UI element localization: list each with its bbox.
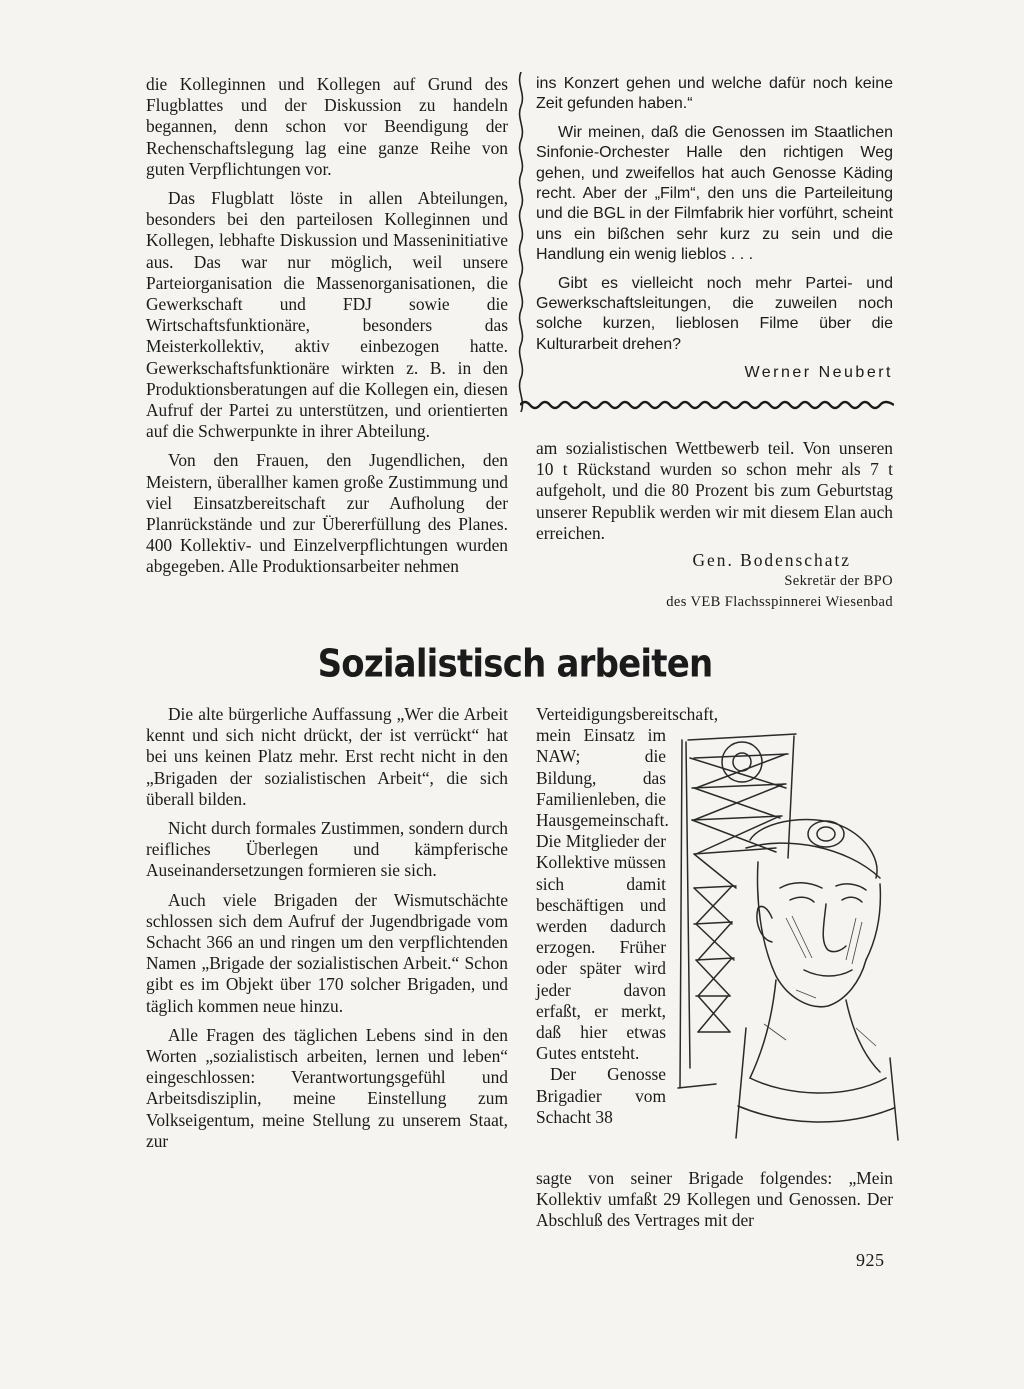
paragraph: Das Flugblatt löste in allen Abteilungen, besonders bei den parteilosen Kolleginnen und Kollegen, lebhafte Diskussion und Masseninitiative aus. Das war nur möglich, weil unsere Parteiorganisation die Massenorganisationen, die Gewerkschaft und FDJ sowie die Wirtschaftsfunktionäre, besonders das Meisterkollektiv, aktiv einbezogen hatte. Gewerkschaftsfunktionäre wirkten z. B. in den Produktionsberatungen auf die Kollegen ein, diesen Aufruf der Partei zu unterstützen, und orientierten auf die Schwerpunkte in ihrer Abteilung. xyxy=(146,188,508,442)
author-name: Gen. Bodenschatz xyxy=(692,550,851,571)
author-organization: des VEB Flachsspinnerei Wiesenbad xyxy=(666,594,893,611)
article-continuation xyxy=(536,1168,893,1232)
paragraph: Gibt es vielleicht noch mehr Partei- und Gewerkschaftsleitungen, die zuweilen noch solche kurzen, lieblosen Filme über die Kulturarbeit drehen? xyxy=(536,274,893,353)
paragraph: ins Konzert gehen und welche dafür noch keine Zeit gefunden haben.“ xyxy=(536,75,893,113)
paragraph: Die alte bürgerliche Auffassung „Wer die Arbeit kennt und sich nicht drückt, der ist verrückt“ hat bei uns keinen Platz mehr. Erst recht nicht in den „Brigaden der sozialistischen Arbeit“, die sich überall bilden. xyxy=(146,704,508,809)
paragraph: Verteidigungsbereitschaft, mein Einsatz im NAW; die Bildung, das Familienleben, die Hausgemeinschaft. Die Mitglieder der Kollektive müssen sich damit beschäftigen und werden dadurch erzogen. Früher oder später wird jeder davon erfaßt, er merkt, daß hier etwas Gutes entsteht. xyxy=(536,704,719,1064)
article-signature: Werner Neubert xyxy=(744,364,893,382)
paragraph: am sozialistischen Wettbewerb teil. Von unseren 10 t Rückstand wurden so schon mehr als 7 t aufgeholt, und die 80 Prozent bis zum Geburtstag unserer Republik werden wir mit diesem Elan auch erreichen. xyxy=(536,438,893,543)
continuation-column xyxy=(536,438,893,613)
paragraph: Alle Fragen des täglichen Lebens sind in den Worten „sozialistisch arbeiten, lernen und leben“ eingeschlossen: Verantwortungsgefühl und Arbeitsdisziplin, meine Einstellung zum Volkseigentum, meine Stellung zu unserem Staat, zur xyxy=(146,1024,508,1151)
paragraph: Der Genosse Brigadier vom Schacht 38 xyxy=(536,1064,666,1127)
paragraph: Auch viele Brigaden der Wismutschächte schlossen sich dem Aufruf der Jugendbrigade vom Schacht 366 an und ringen um den verpflichtenden Namen „Brigade der sozialistischen Arbeit.“ Schon gibt es im Objekt über 170 solcher Brigaden, und täglich kommen neue hinzu. xyxy=(146,889,508,1016)
article-left-column xyxy=(146,704,508,1152)
author-role: Sekretär der BPO xyxy=(784,573,893,590)
miner-illustration xyxy=(676,728,900,1150)
paragraph: Wir meinen, daß die Genossen im Staatlichen Sinfonie-Orchester Halle den richtigen Weg gehen, und zweifellos hat auch Genosse Käding recht. Aber der „Film“, den uns die Parteileitung und die BGL in der Filmfabrik hier vorführt, scheint uns ein bißchen sehr kurz zu sein und die Handlung ein wenig lieblos . . . xyxy=(536,123,893,264)
boxed-article xyxy=(536,74,893,384)
paragraph: Nicht durch formales Zustimmen, sondern durch reifliches Überlegen und kämpferische Auseinandersetzungen formieren sie sich. xyxy=(146,818,508,881)
horizontal-divider xyxy=(520,396,894,414)
page-number: 925 xyxy=(856,1250,885,1270)
vertical-divider xyxy=(514,72,528,412)
article-narrow-column xyxy=(536,704,719,1128)
top-left-column xyxy=(146,74,508,578)
article-headline: Sozialistisch arbeiten xyxy=(317,641,713,687)
paragraph: die Kolleginnen und Kollegen auf Grund des Flugblattes und der Diskussion zu handeln begannen, denn schon vor Beendigung der Rechenschaftslegung lag eine ganze Reihe von guten Verpflichtungen vor. xyxy=(146,74,508,179)
paragraph: sagte von seiner Brigade folgendes: „Mein Kollektiv umfaßt 29 Kollegen und Genossen. Der Abschluß des Vertrages mit der xyxy=(536,1168,893,1231)
paragraph: Von den Frauen, den Jugendlichen, den Meistern, überallher kamen große Zustimmung und viel Einsatzbereitschaft zur Aufholung der Planrückstände und zur Übererfüllung des Planes. 400 Kollektiv- und Einzelverpflichtungen wurden abgegeben. Alle Produktionsarbeiter nehmen xyxy=(146,450,508,577)
